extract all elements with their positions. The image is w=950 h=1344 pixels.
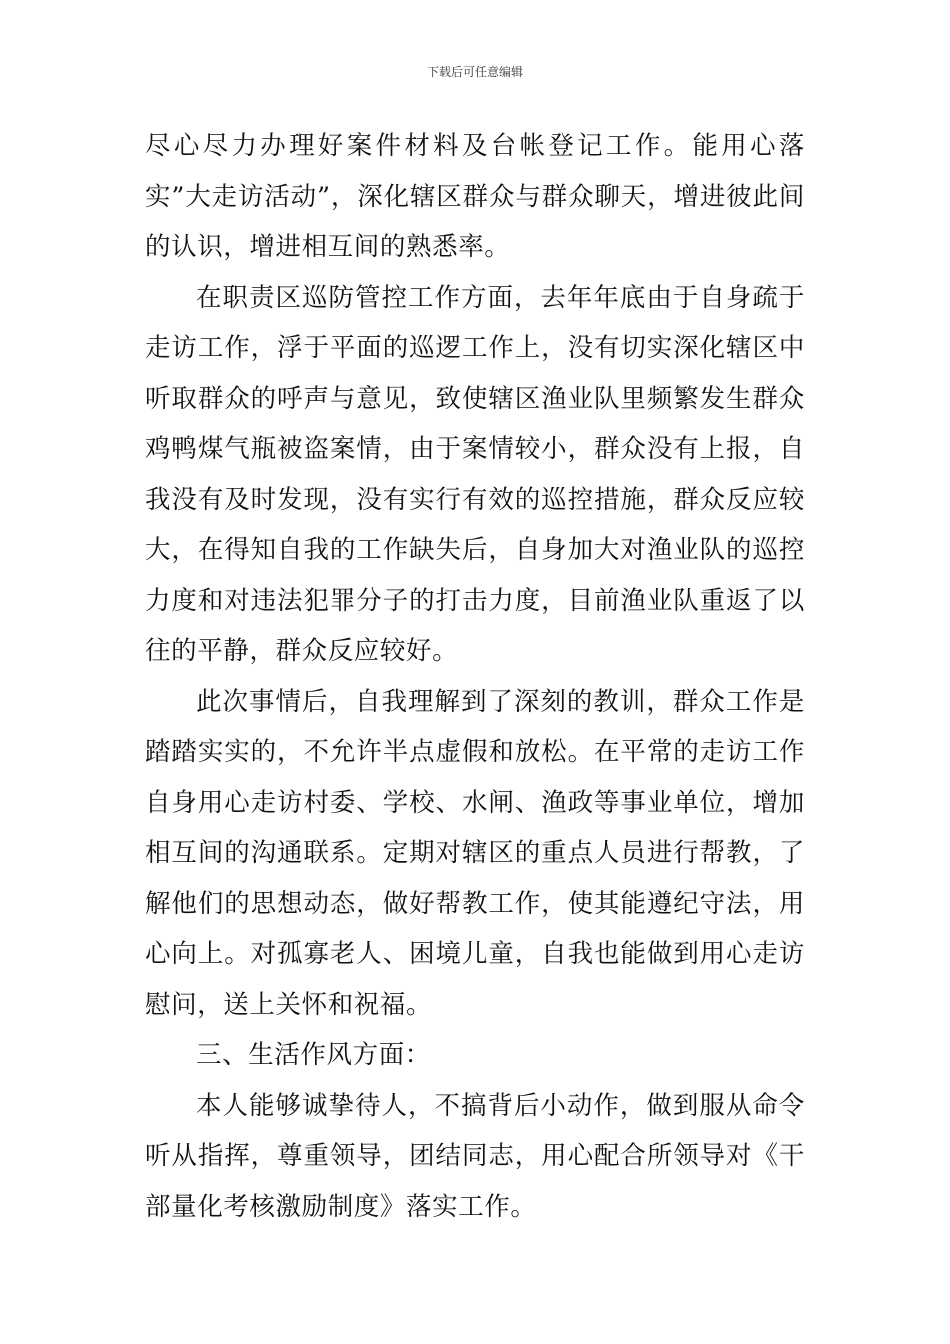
paragraph-case-materials: 尽心尽力办理好案件材料及台帐登记工作。能用心落实”大走访活动”，深化辖区群众与群众聊天，增进彼此间的认识，增进相互间的熟悉率。: [145, 131, 805, 262]
section-heading-lifestyle: 三、生活作风方面：: [196, 1040, 431, 1070]
page-header: 下载后可任意编辑: [426, 65, 523, 79]
paragraph-patrol-control: 在职责区巡防管控工作方面，去年年底由于自身疏于走访工作，浮于平面的巡逻工作上，没有切实深化辖区中听取群众的呼声与意见，致使辖区渔业队里频繁发生群众鸡鸭煤气瓶被盗案情，由于案情较小，群众没有上报，自我没有及时发现，没有实行有效的巡控措施，群众反应较大，在得知自我的工作缺失后，自身加大对渔业队的巡控力度和对违法犯罪分子的打击力度，目前渔业队重返了以往的平静，群众反应较好。: [145, 282, 805, 666]
paragraph-conduct: 本人能够诚挚待人，不搞背后小动作，做到服从命令听从指挥，尊重领导，团结同志，用心配合所领导对《干部量化考核激励制度》落实工作。: [145, 1090, 805, 1222]
document-body: [145, 121, 805, 1232]
paragraph-lessons-learned: 此次事情后，自我理解到了深刻的教训，群众工作是踏踏实实的，不允许半点虚假和放松。在平常的走访工作自身用心走访村委、学校、水闸、渔政等事业单位，增加相互间的沟通联系。定期对辖区的重点人员进行帮教，了解他们的思想动态，做好帮教工作，使其能遵纪守法，用心向上。对孤寡老人、困境儿童，自我也能做到用心走访慰问，送上关怀和祝福。: [145, 686, 805, 1020]
